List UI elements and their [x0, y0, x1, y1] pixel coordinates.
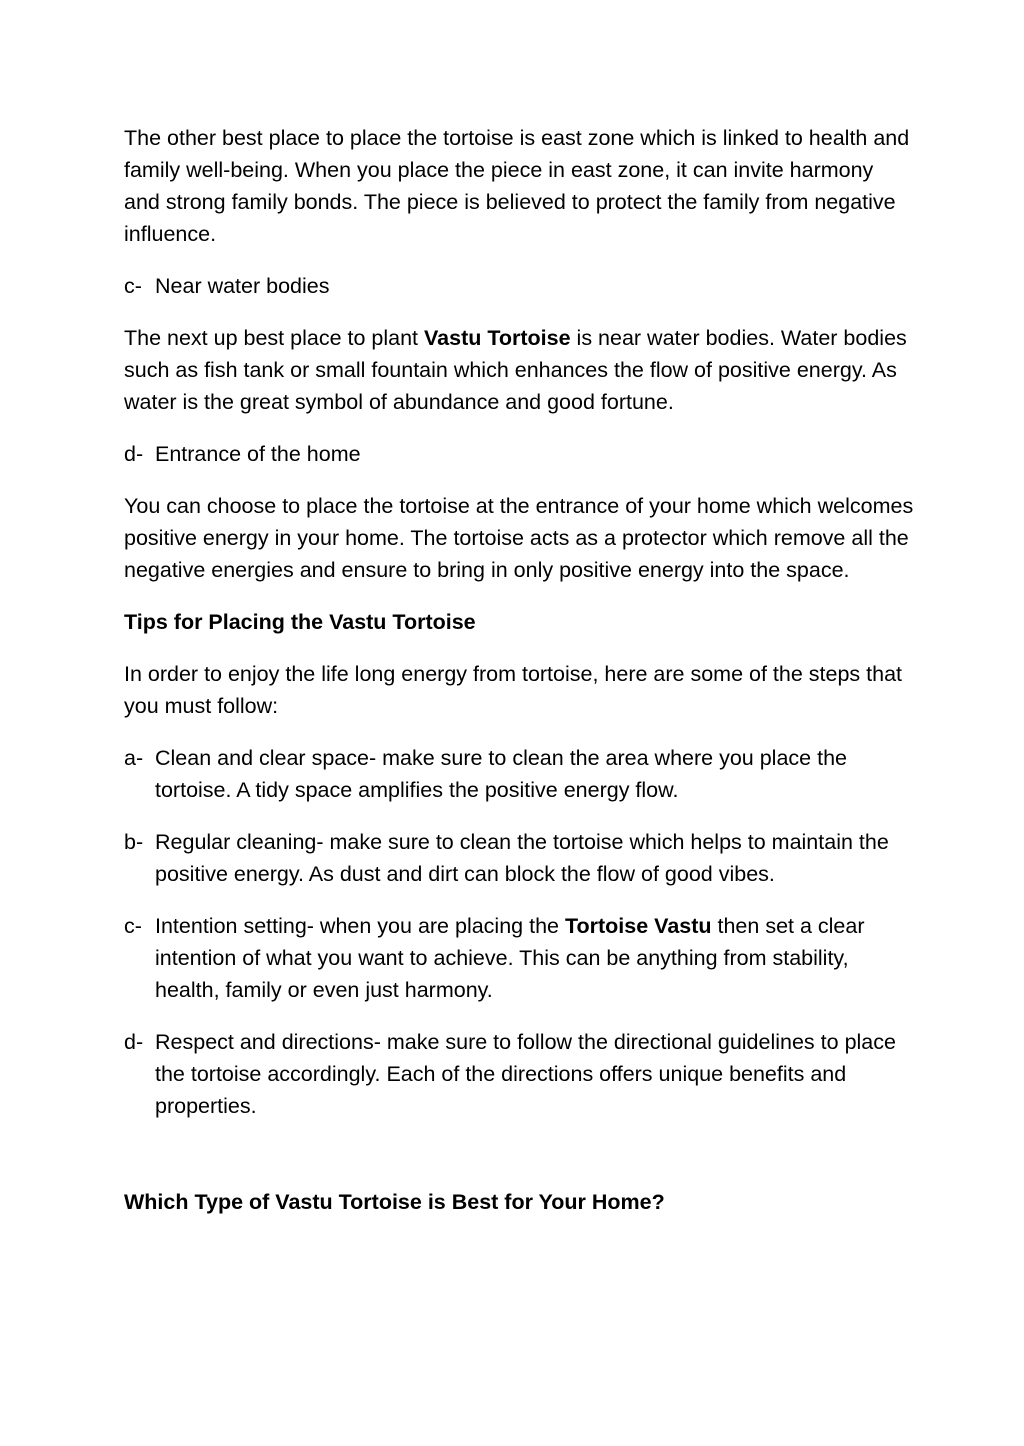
- text-span: Intention setting- when you are placing the: [155, 914, 565, 938]
- list-item-text: Near water bodies: [155, 274, 330, 298]
- list-item-text: Entrance of the home: [155, 442, 361, 466]
- list-item-text: [155, 910, 914, 1006]
- tip-item-clean-space: [124, 742, 914, 806]
- text-span: then set a clear intention of what you want to achieve. This can be anything from stability, health, family or even just harmony.: [155, 914, 865, 1002]
- list-item-entrance: [124, 438, 914, 470]
- heading-which-type: Which Type of Vastu Tortoise is Best for Your Home?: [124, 1190, 665, 1214]
- list-item-text: Regular cleaning- make sure to clean the tortoise which helps to maintain the positive energy. As dust and dirt can block the flow of good vibes.: [155, 830, 889, 886]
- paragraph-entrance: You can choose to place the tortoise at the entrance of your home which welcomes positive energy in your home. The tortoise acts as a protector which remove all the negative energies and ensure to bring in only positive energy into the space.: [124, 494, 914, 582]
- tip-item-regular-cleaning: [124, 826, 914, 890]
- list-marker: b-: [124, 830, 144, 854]
- list-marker: d-: [124, 442, 144, 466]
- list-marker: c-: [124, 274, 142, 298]
- tip-item-respect-directions: [124, 1026, 914, 1122]
- paragraph-water-bodies: [124, 322, 914, 418]
- bold-tortoise-vastu: Tortoise Vastu: [564, 914, 712, 938]
- blank-line: [124, 1142, 914, 1186]
- text-span: The next up best place to plant: [124, 326, 425, 350]
- list-marker: d-: [124, 1030, 144, 1054]
- bold-link-vastu-tortoise: Vastu Tortoise: [424, 326, 571, 350]
- paragraph-intro-steps: In order to enjoy the life long energy from tortoise, here are some of the steps that you must follow:: [124, 662, 903, 718]
- list-marker: a-: [124, 746, 144, 770]
- document-page: [124, 122, 914, 1238]
- tip-item-intention-setting: [124, 910, 914, 1006]
- paragraph-east-zone: The other best place to place the tortoise is east zone which is linked to health and family well-being. When you place the piece in east zone, it can invite harmony and strong family bonds. The piece is believed to protect the family from negative influence.: [124, 126, 910, 246]
- list-item-near-water: [124, 270, 914, 302]
- list-item-text: Clean and clear space- make sure to clean the area where you place the tortoise. A tidy space amplifies the positive energy flow.: [155, 746, 847, 802]
- text-span: is near water bodies. Water bodies such as fish tank or small fountain which enhances the flow of positive energy. As water is the great symbol of abundance and good fortune.: [124, 326, 907, 414]
- list-item-text: Respect and directions- make sure to follow the directional guidelines to place the tortoise accordingly. Each of the directions offers unique benefits and properties.: [155, 1030, 896, 1118]
- list-marker: c-: [124, 914, 142, 938]
- heading-tips: Tips for Placing the Vastu Tortoise: [124, 610, 476, 634]
